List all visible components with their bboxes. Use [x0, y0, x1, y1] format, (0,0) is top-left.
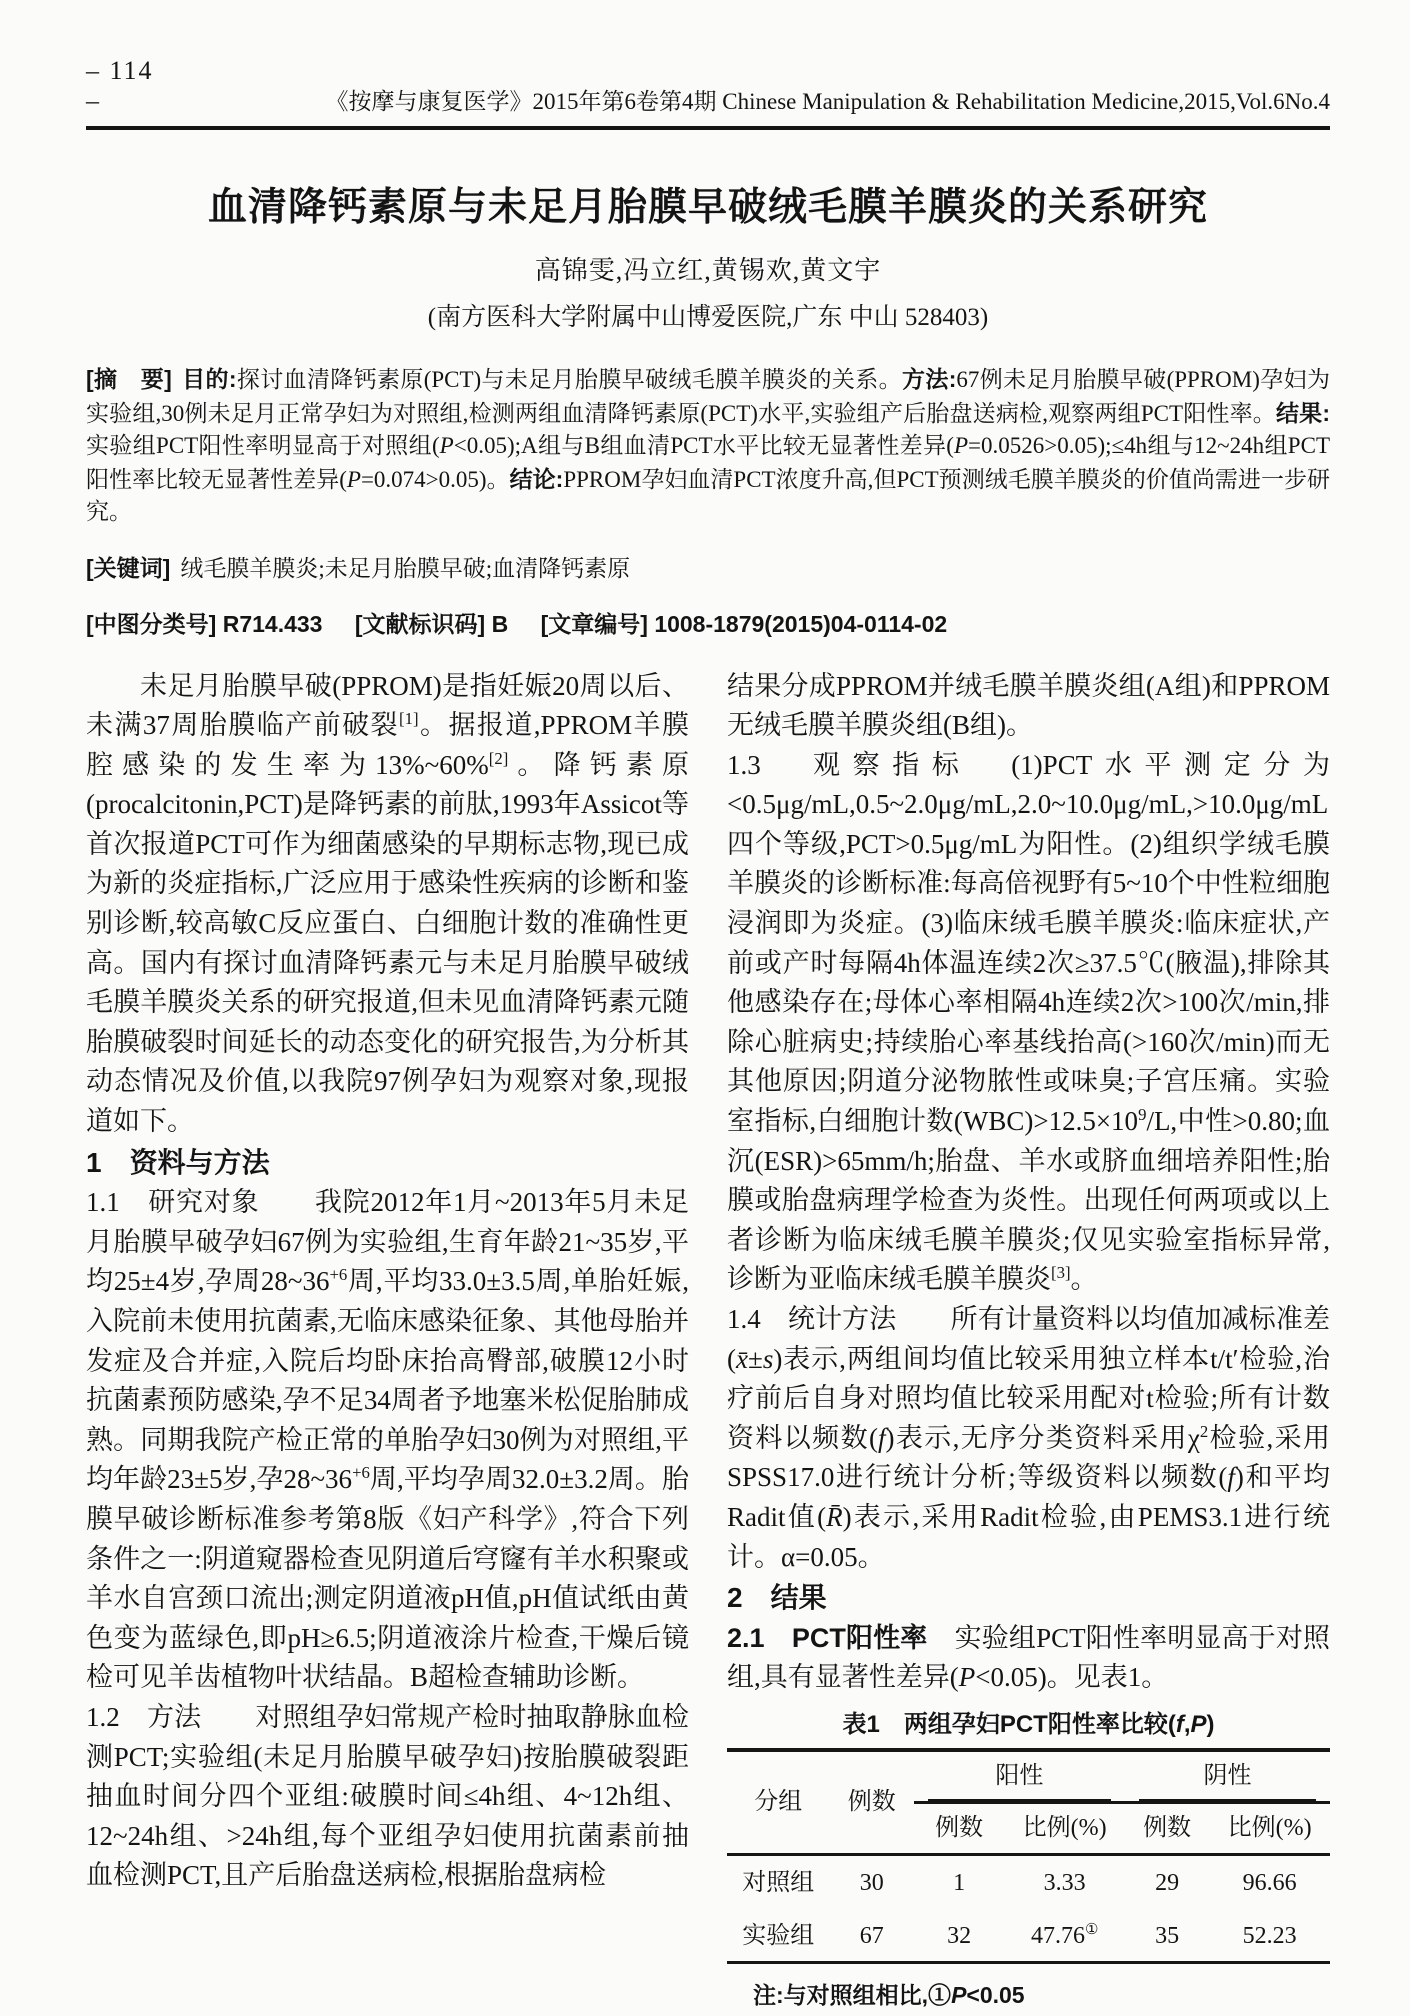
- paragraph-subjects: 1.1 研究对象 我院2012年1月~2013年5月未足月胎膜早破孕妇67例为实验组,生育年龄21~35岁,平均25±4岁,孕周$28\sim 36^{+6}$周,平均33.0±3.5周,单胎妊娠,入院前未使用抗菌素,无临床感染征象、其他母胎并发症及合并症,入院后均卧床抬高臀部,破膜12小时抗菌素预防感染,孕不足34周者予地塞米松促胎肺成熟。同期我院产检正常的单胎孕妇30例为对照组,平均年龄23±5岁,孕$28\sim 36^{+6}$周,平均孕周32.0±3.2周。胎膜早破诊断标准参考第8版《妇产科学》,符合下列条件之一:阴道窥器检查见阴道后穹窿有羊水积聚或羊水自宫颈口流出;测定阴道液pH值,pH值试纸由黄色变为蓝绿色,即pH≥6.5;阴道液涂片检查,干燥后镜检可见羊齿植物叶状结晶。B超检查辅助诊断。: [86, 1187, 689, 1693]
- col-header-positive: 阳性: [914, 1750, 1125, 1802]
- keywords-label: [关键词]: [86, 554, 171, 581]
- cell-negative-cases: 29: [1155, 1870, 1180, 1897]
- table1-note: 注:与对照组相比,①P<0.05: [753, 1982, 1025, 2009]
- paragraph-observation-index: 1.3 观察指标 (1)PCT水平测定分为<0.5μg/mL,0.5~2.0μg/mL,2.0~10.0μg/mL,>10.0μg/mL四个等级,PCT>0.5μg/mL为阳性。(2)组织学绒毛膜羊膜炎的诊断标准:每高倍视野有5~10个中性粒细胞浸润即为炎症。(3)临床绒毛膜羊膜炎:临床症状,产前或产时每隔4h体温连续2次≥37.5℃(腋温),排除其他感染存在;母体心率相隔4h连续2次>100次/min,排除心脏病史;持续胎心率基线抬高(>160次/min)而无其他原因;阴道分泌物脓性或味臭;子宫压痛。实验室指标,白细胞计数$(WBC)>12.5\times 10^9/L$,中性>0.80;血沉(ESR)>65mm/h;胎盘、羊水或脐血细培养阳性;胎膜或胎盘病理学检查为炎性。出现任何两项或以上者诊断为临床绒毛膜羊膜炎;仅见实验室指标异常,诊断为亚临床绒毛膜羊膜炎[3]。: [727, 749, 1330, 1295]
- col-header-cases: 例数: [830, 1750, 914, 1855]
- section-heading-methods: 1 资料与方法: [86, 1146, 270, 1178]
- article-title: 血清降钙素原与未足月胎膜早破绒毛膜羊膜炎的关系研究: [207, 186, 1208, 229]
- body-columns: [86, 667, 1330, 2016]
- cell-negative-ratio: 96.66: [1242, 1870, 1297, 1897]
- running-head: [86, 56, 1330, 116]
- header-rule: [86, 126, 1330, 130]
- cell-negative-cases: 35: [1155, 1922, 1180, 1949]
- cell-positive-ratio: 47.76①: [1030, 1921, 1099, 1949]
- section-heading-results: 2 结果: [727, 1582, 827, 1614]
- article-id-label: [文章编号]: [540, 611, 648, 637]
- left-column: [86, 667, 689, 2016]
- meta-line: [86, 608, 1330, 641]
- cell-positive-cases: 1: [953, 1870, 966, 1897]
- col-header-negative: 阴性: [1125, 1750, 1330, 1802]
- right-column: [727, 667, 1330, 2016]
- cell-positive-ratio: 3.33: [1043, 1870, 1086, 1897]
- cell-negative-ratio: 52.23: [1242, 1922, 1297, 1949]
- paragraph-grouping: 结果分成PPROM并绒毛膜羊膜炎组(A组)和PPROM无绒毛膜羊膜炎组(B组)。: [727, 670, 1330, 741]
- keywords-line: [86, 552, 1330, 586]
- affiliation-line: (南方医科大学附属中山博爱医院,广东 中山 528403): [427, 304, 989, 331]
- doc-code-label: [文献标识码]: [354, 611, 486, 637]
- cell-group: 对照组: [742, 1870, 815, 1897]
- table-row-experimental-group: [727, 1909, 1330, 1963]
- doc-code-value: B: [491, 611, 509, 637]
- subcol-positive-ratio: 比例(%): [1004, 1802, 1125, 1855]
- cell-cases: 67: [859, 1922, 884, 1949]
- abstract-text: 目的:探讨血清降钙素原(PCT)与未足月胎膜早破绒毛膜羊膜炎的关系。方法:67例未足月胎膜早破(PPROM)孕妇为实验组,30例未足月正常孕妇为对照组,检测两组血清降钙素原(PCT)水平,实验组产后胎盘送病检,观察两组PCT阳性率。结果:实验组PCT阳性率明显高于对照组(P<0.05);A组与B组血清PCT水平比较无显著性差异(P=0.0526>0.05);≤4h组与12~24h组PCT阳性率比较无显著性差异(P=0.074>0.05)。结论:PPROM孕妇血清PCT浓度升高,但PCT预测绒毛膜羊膜炎的价值尚需进一步研究。: [86, 366, 1330, 524]
- page-number: – 114 –: [86, 56, 154, 115]
- paragraph-pct-positive-rate: 2.1 PCT阳性率 实验组PCT阳性率明显高于对照组,具有显著性差异(P<0.05)。见表1。: [727, 1622, 1330, 1693]
- authors-line: 高锦雯,冯立红,黄锡欢,黄文宇: [534, 256, 882, 285]
- table1-caption: 表1 两组孕妇PCT阳性率比较(f,P): [842, 1710, 1215, 1738]
- journal-title: 《按摩与康复医学》2015年第6卷第4期 Chinese Manipulation & Rehabilitation Medicine,2015,Vol.6No.4: [325, 89, 1330, 114]
- article-id-value: 1008-1879(2015)04-0114-02: [654, 611, 948, 637]
- paragraph-statistics: 1.4 统计方法 所有计量资料以均值加减标准差(x̄±s)表示,两组间均值比较采用独立样本t/t′检验,治疗前后自身对照均值比较采用配对t检验;所有计数资料以频数(f)表示,无序分类资料采用$\chi^2$检验,采用SPSS17.0进行统计分析;等级资料以频数(f)和平均Radit值(R̄)表示,采用Radit检验,由PEMS3.1进行统计。α=0.05。: [727, 1304, 1330, 1572]
- abstract-paragraph: [86, 363, 1330, 529]
- subcol-positive-cases: 例数: [914, 1802, 1004, 1855]
- table-row-control-group: [727, 1855, 1330, 1909]
- subcol-negative-ratio: 比例(%): [1209, 1802, 1330, 1855]
- pct-comparison-table: [727, 1748, 1330, 1964]
- clc-label: [中图分类号]: [86, 611, 217, 637]
- cell-cases: 30: [859, 1870, 884, 1897]
- subcol-negative-cases: 例数: [1125, 1802, 1209, 1855]
- col-header-group: 分组: [727, 1750, 830, 1855]
- abstract-block: [86, 363, 1330, 641]
- abstract-label: [摘 要]: [86, 366, 172, 392]
- keywords-text: 绒毛膜羊膜炎;未足月胎膜早破;血清降钙素原: [180, 555, 631, 581]
- table1-block: [727, 1708, 1330, 2016]
- cell-positive-cases: 32: [947, 1922, 972, 1949]
- clc-value: R714.433: [222, 611, 323, 637]
- paragraph-method: 1.2 方法 对照组孕妇常规产检时抽取静脉血检测PCT;实验组(未足月胎膜早破孕妇)按胎膜破裂距抽血时间分四个亚组:破膜时间≤4h组、4~12h组、12~24h组、>24h组,每个亚组孕妇使用抗菌素前抽血检测PCT,且产后胎盘送病检,根据胎盘病检: [86, 1701, 689, 1891]
- cell-group: 实验组: [742, 1922, 815, 1949]
- paragraph-intro: 未足月胎膜早破(PPROM)是指妊娠20周以后、未满37周胎膜临产前破裂[1]。据报道,PPROM羊膜腔感染的发生率为13%~60%[2]。降钙素原(procalcitonin,PCT)是降钙素的前肽,1993年Assicot等首次报道PCT可作为细菌感染的早期标志物,现已成为新的炎症指标,广泛应用于感染性疾病的诊断和鉴别诊断,较高敏C反应蛋白、白细胞计数的准确性更高。国内有探讨血清降钙素元与未足月胎膜早破绒毛膜羊膜炎关系的研究报道,但未见血清降钙素元随胎膜破裂时间延长的动态变化的研究报告,为分析其动态情况及价值,以我院97例孕妇为观察对象,现报道如下。: [86, 670, 690, 1137]
